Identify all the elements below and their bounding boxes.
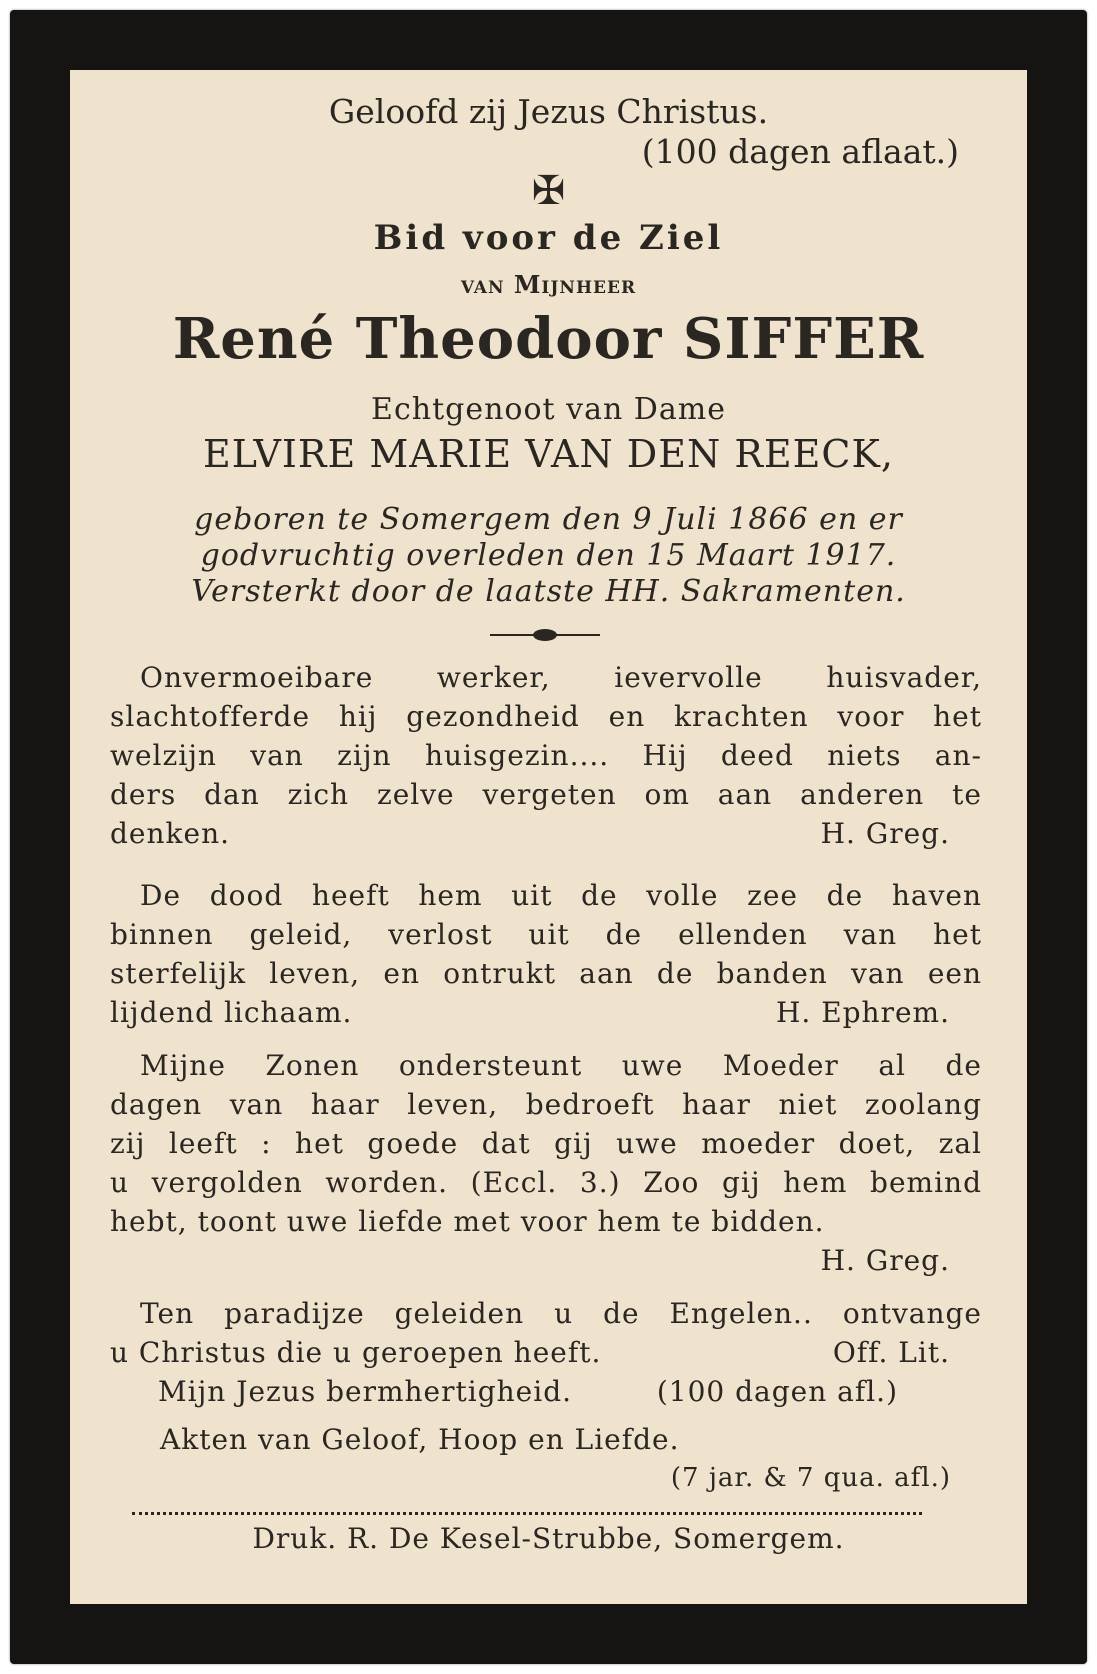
paragraph-2 — [110, 876, 982, 1032]
paragraph-1 — [110, 658, 982, 853]
bio-line-1: geboren te Somergem den 9 Juli 1866 en er — [194, 502, 903, 537]
paragraph-line: zij leeft : het goede dat gij uwe moeder doet, zal — [110, 1127, 982, 1160]
deceased-name: René Theodoor SIFFER — [172, 306, 925, 372]
paragraph-line: slachtofferde hij gezondheid en krachten voor het — [110, 700, 982, 733]
card-paper — [70, 70, 1027, 1604]
quote-source: H. Ephrem. — [775, 996, 950, 1029]
memorial-card — [10, 10, 1087, 1664]
paragraph-line: ders dan zich zelve vergeten om aan anderen te — [110, 778, 982, 811]
paragraph-line: dagen van haar leven, bedroeft haar niet zoolang — [110, 1088, 982, 1121]
spouse-name: ELVIRE MARIE VAN DEN REECK, — [203, 432, 894, 476]
paragraph-line: hebt, toont uwe liefde met voor hem te bidden. — [110, 1205, 825, 1238]
paragraph-line: u vergolden worden. (Eccl. 3.) Zoo gij hem bemind — [110, 1166, 982, 1199]
paragraph-line: Ten paradijze geleiden u de Engelen.. ontvange — [140, 1297, 982, 1330]
dotted-divider — [132, 1512, 922, 1515]
paragraph-line: lijdend lichaam. — [110, 996, 353, 1029]
title-prefix: van Mijnheer — [460, 270, 637, 299]
prayer-text: Mijn Jezus bermhertigheid. — [158, 1375, 573, 1408]
bio-line-3: Versterkt door de laatste HH. Sakramenten. — [191, 574, 906, 609]
quote-source: H. Greg. — [820, 1244, 950, 1277]
quote-source: Off. Lit. — [832, 1336, 950, 1369]
paragraph-line: welzijn van zijn huisgezin.... Hij deed niets an- — [110, 739, 982, 772]
ornamental-divider — [490, 634, 600, 636]
cross-icon: ✠ — [531, 168, 566, 214]
paragraph-line: u Christus die u geroepen heeft. — [110, 1336, 602, 1369]
paragraph-3 — [110, 1046, 982, 1280]
paragraph-line: sterfelijk leven, en ontrukt aan de banden van een — [110, 957, 982, 990]
indulgence-note: (100 dagen afl.) — [656, 1375, 898, 1408]
bio-line-2: godvruchtig overleden den 15 Maart 1917. — [200, 538, 897, 573]
quote-source: H. Greg. — [820, 817, 950, 850]
spouse-label: Echtgenoot van Dame — [371, 392, 726, 427]
indulgence-note: (7 jar. & 7 qua. afl.) — [670, 1463, 951, 1493]
paragraph-line: binnen geleid, verlost uit de ellenden van het — [110, 918, 982, 951]
paragraph-line: denken. — [110, 817, 230, 850]
paragraph-line: Mijne Zonen ondersteunt uwe Moeder al de — [140, 1049, 982, 1082]
header-indulgence: (100 dagen aflaat.) — [641, 132, 959, 171]
paragraph-line: Onvermoeibare werker, ievervolle huisvader, — [140, 661, 982, 694]
header-line: Geloofd zij Jezus Christus. — [328, 92, 769, 131]
prayer-text: Akten van Geloof, Hoop en Liefde. — [160, 1423, 680, 1456]
printer-imprint: Druk. R. De Kesel-Strubbe, Somergem. — [252, 1522, 845, 1555]
paragraph-4 — [110, 1294, 982, 1372]
paragraph-line: De dood heeft hem uit de volle zee de haven — [140, 879, 982, 912]
prayer-line-1 — [158, 1375, 898, 1408]
prayer-heading: Bid voor de Ziel — [373, 218, 724, 258]
